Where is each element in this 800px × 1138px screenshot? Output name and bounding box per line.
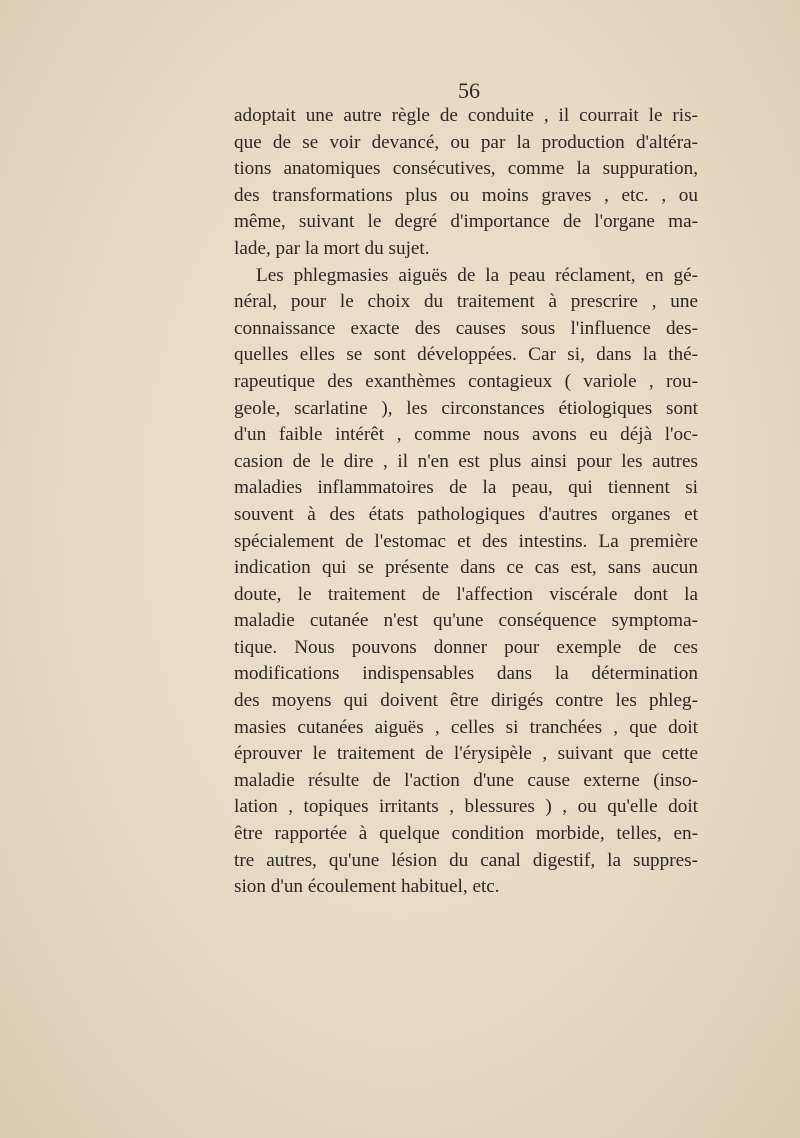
text-line: maladies inflammatoires de la peau, qui tiennent si [234, 477, 698, 499]
text-line: doute, le traitement de l'affection viscérale dont la [234, 583, 698, 605]
text-line: casion de le dire , il n'en est plus ainsi pour les autres [234, 450, 698, 472]
text-line: tre autres, qu'une lésion du canal digestif, la suppres- [234, 849, 698, 871]
text-line: d'un faible intérêt , comme nous avons eu déjà l'oc- [234, 424, 698, 446]
text-line: maladie résulte de l'action d'une cause externe (inso- [234, 769, 698, 791]
paragraph-start-line: Les phlegmasies aiguës de la peau réclament, en gé- [256, 264, 698, 286]
text-line: des transformations plus ou moins graves , etc. , ou [234, 184, 698, 206]
text-line: maladie cutanée n'est qu'une conséquence symptoma- [234, 610, 698, 632]
text-line: néral, pour le choix du traitement à prescrire , une [234, 291, 698, 313]
body-text [234, 103, 698, 901]
text-line: être rapportée à quelque condition morbide, telles, en- [234, 823, 698, 845]
text-line: adoptait une autre règle de conduite , il courrait le ris- [234, 105, 698, 126]
text-line: geole, scarlatine ), les circonstances étiologiques sont [234, 397, 698, 419]
text-line: souvent à des états pathologiques d'autres organes et [234, 503, 698, 525]
text-line: quelles elles se sont développées. Car si, dans la thé- [234, 344, 698, 366]
text-line: des moyens qui doivent être dirigés contre les phleg- [234, 690, 698, 712]
text-line: éprouver le traitement de l'érysipèle , suivant que cette [234, 743, 698, 765]
text-line: rapeutique des exanthèmes contagieux ( variole , rou- [234, 370, 698, 392]
paragraph-end-line: lade, par la mort du sujet. [234, 237, 430, 259]
text-line: spécialement de l'estomac et des intestins. La première [234, 530, 698, 552]
text-line: connaissance exacte des causes sous l'influence des- [234, 317, 698, 339]
text-line: même, suivant le degré d'importance de l'organe ma- [234, 211, 698, 233]
text-line: que de se voir devancé, ou par la production d'altéra- [234, 131, 698, 153]
text-line: tions anatomiques consécutives, comme la suppuration, [234, 158, 698, 180]
text-line: masies cutanées aiguës , celles si tranchées , que doit [234, 716, 698, 738]
text-line: indication qui se présente dans ce cas est, sans aucun [234, 557, 698, 579]
text-line: modifications indispensables dans la détermination [234, 663, 698, 685]
page-number: 56 [458, 78, 480, 103]
paragraph-end-line: sion d'un écoulement habituel, etc. [234, 876, 500, 898]
text-line: lation , topiques irritants , blessures ) , ou qu'elle doit [234, 796, 698, 818]
text-line: tique. Nous pouvons donner pour exemple de ces [234, 636, 698, 658]
